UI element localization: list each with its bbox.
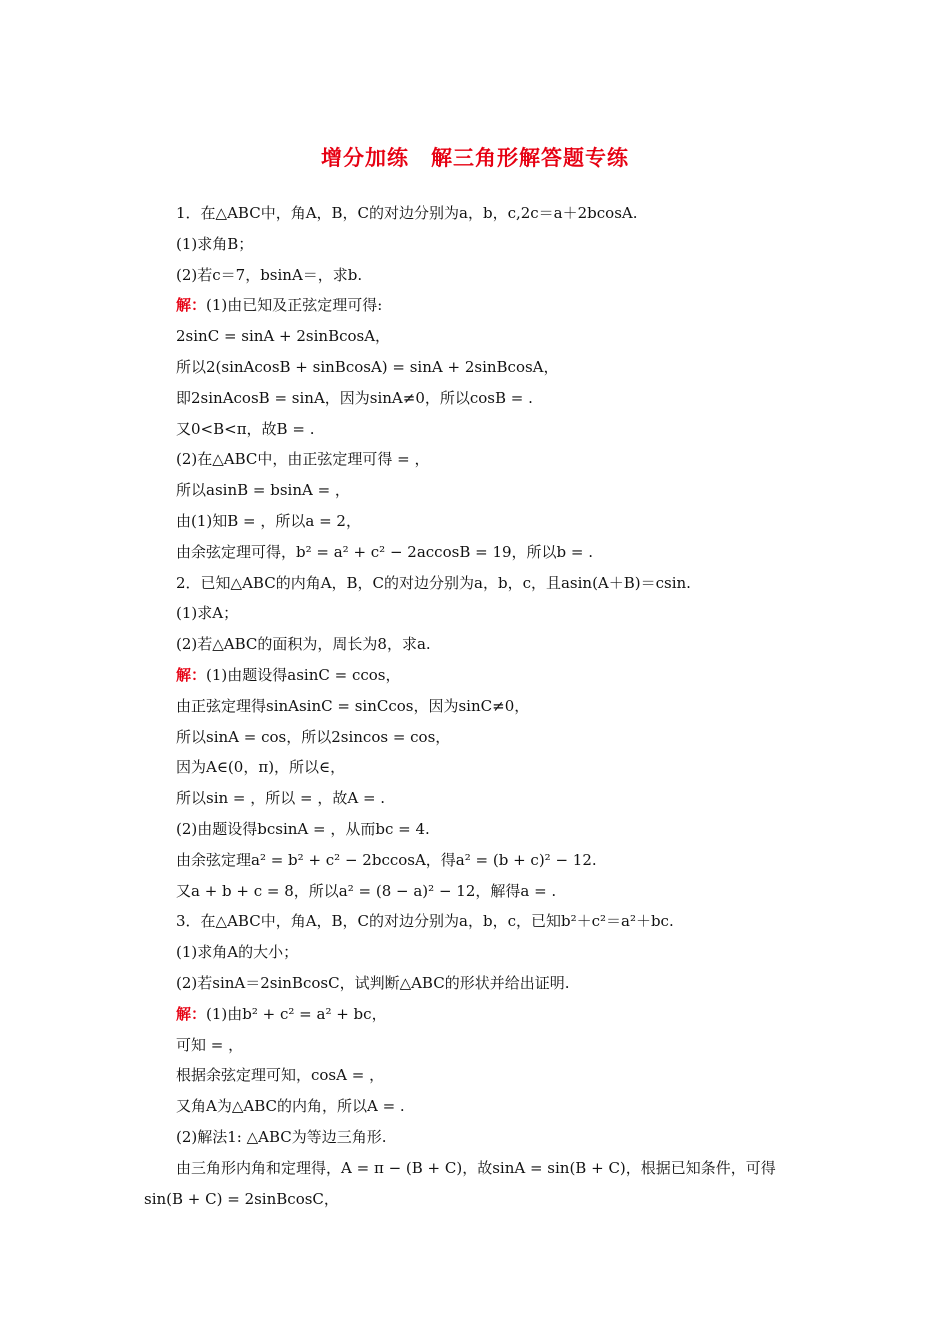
solution-label: 解：: [176, 665, 207, 684]
text-line: [144, 629, 808, 660]
text-line: [144, 1153, 808, 1184]
text-line: [144, 1184, 808, 1215]
line-text: 2sinC = sinA + 2sinBcosA，: [176, 327, 391, 346]
text-line: [144, 845, 808, 876]
text-line: [144, 937, 808, 968]
line-text: 根据余弦定理可知，cosA = ，: [176, 1066, 385, 1085]
text-line: [144, 999, 808, 1030]
line-text: (1)求A；: [176, 604, 239, 623]
line-text: 所以asinB = bsinA = ，: [176, 481, 350, 500]
line-text: (1)求角A的大小；: [176, 943, 299, 962]
line-text: (1)由题设得asinC = ccos，: [206, 665, 401, 684]
text-line: [144, 1030, 808, 1061]
text-line: [144, 229, 808, 260]
line-text: (2)在△ABC中，由正弦定理可得 = ，: [176, 450, 430, 469]
line-text: (2)若c＝7，bsinA＝，求b.: [176, 265, 363, 284]
line-text: 又a + b + c = 8，所以a² = (8 − a)² − 12，解得a = .: [176, 881, 557, 900]
text-line: [144, 722, 808, 753]
text-line: [144, 260, 808, 291]
text-line: [144, 198, 808, 229]
text-line: [144, 568, 808, 599]
line-text: 所以2(sinAcosB + sinBcosA) = sinA + 2sinBcosA，: [176, 357, 559, 376]
document-body: [144, 198, 808, 1214]
text-line: [144, 876, 808, 907]
line-text: 由正弦定理得sinAsinC = sinCcos，因为sinC≠0，: [176, 696, 530, 715]
text-line: [144, 383, 808, 414]
line-text: (2)解法1: △ABC为等边三角形.: [176, 1127, 387, 1146]
line-text: (2)由题设得bcsinA = ，从而bc = 4.: [176, 819, 430, 838]
line-text: (1)求角B；: [176, 234, 254, 253]
text-line: [144, 598, 808, 629]
line-text: 又角A为△ABC的内角，所以A = .: [176, 1097, 405, 1116]
line-text: 由余弦定理可得，b² = a² + c² − 2accosB = 19，所以b = .: [176, 542, 594, 561]
text-line: [144, 1091, 808, 1122]
line-text: 又0<B<π，故B = .: [176, 419, 315, 438]
text-line: [144, 414, 808, 445]
line-text: 因为A∈(0，π)，所以∈，: [176, 758, 346, 777]
line-text: (1)由b² + c² = a² + bc，: [206, 1004, 387, 1023]
line-text: 由三角形内角和定理得，A = π − (B + C)，故sinA = sin(B + C)，根据已知条件，可得: [176, 1158, 776, 1177]
text-line: [144, 814, 808, 845]
text-line: [144, 506, 808, 537]
text-line: [144, 1060, 808, 1091]
line-text: 1．在△ABC中，角A，B，C的对边分别为a，b，c,2c＝a＋2bcosA.: [176, 204, 638, 222]
text-line: [144, 475, 808, 506]
text-line: [144, 1122, 808, 1153]
text-line: [144, 352, 808, 383]
line-text: 由余弦定理a² = b² + c² − 2bccosA，得a² = (b + c)² − 12.: [176, 850, 597, 869]
line-text: sin(B + C) = 2sinBcosC，: [144, 1189, 339, 1208]
solution-label: 解：: [176, 296, 207, 315]
line-text: 2．已知△ABC的内角A，B，C的对边分别为a，b，c，且asin(A＋B)＝csin.: [176, 573, 691, 592]
line-text: 可知 = ，: [176, 1035, 244, 1054]
line-text: (2)若△ABC的面积为，周长为8，求a.: [176, 635, 431, 654]
text-line: [144, 906, 808, 937]
line-text: 即2sinAcosB = sinA，因为sinA≠0，所以cosB = .: [176, 388, 533, 407]
line-text: 所以sinA = cos，所以2sincos = cos，: [176, 727, 451, 746]
text-line: [144, 537, 808, 568]
text-line: [144, 968, 808, 999]
text-line: [144, 321, 808, 352]
line-text: (2)若sinA＝2sinBcosC，试判断△ABC的形状并给出证明.: [176, 973, 570, 992]
line-text: 所以sin = ，所以 = ，故A = .: [176, 789, 386, 808]
text-line: [144, 660, 808, 691]
text-line: [144, 444, 808, 475]
line-text: (1)由已知及正弦定理可得:: [206, 296, 383, 315]
line-text: 由(1)知B = ，所以a = 2，: [176, 511, 361, 530]
text-line: [144, 752, 808, 783]
text-line: [144, 783, 808, 814]
solution-label: 解：: [176, 1004, 207, 1023]
text-line: [144, 691, 808, 722]
text-line: [144, 290, 808, 321]
line-text: 3．在△ABC中，角A，B，C的对边分别为a，b，c，已知b²＋c²＝a²＋bc.: [176, 912, 674, 931]
page-title: 增分加练 解三角形解答题专练: [321, 146, 629, 170]
